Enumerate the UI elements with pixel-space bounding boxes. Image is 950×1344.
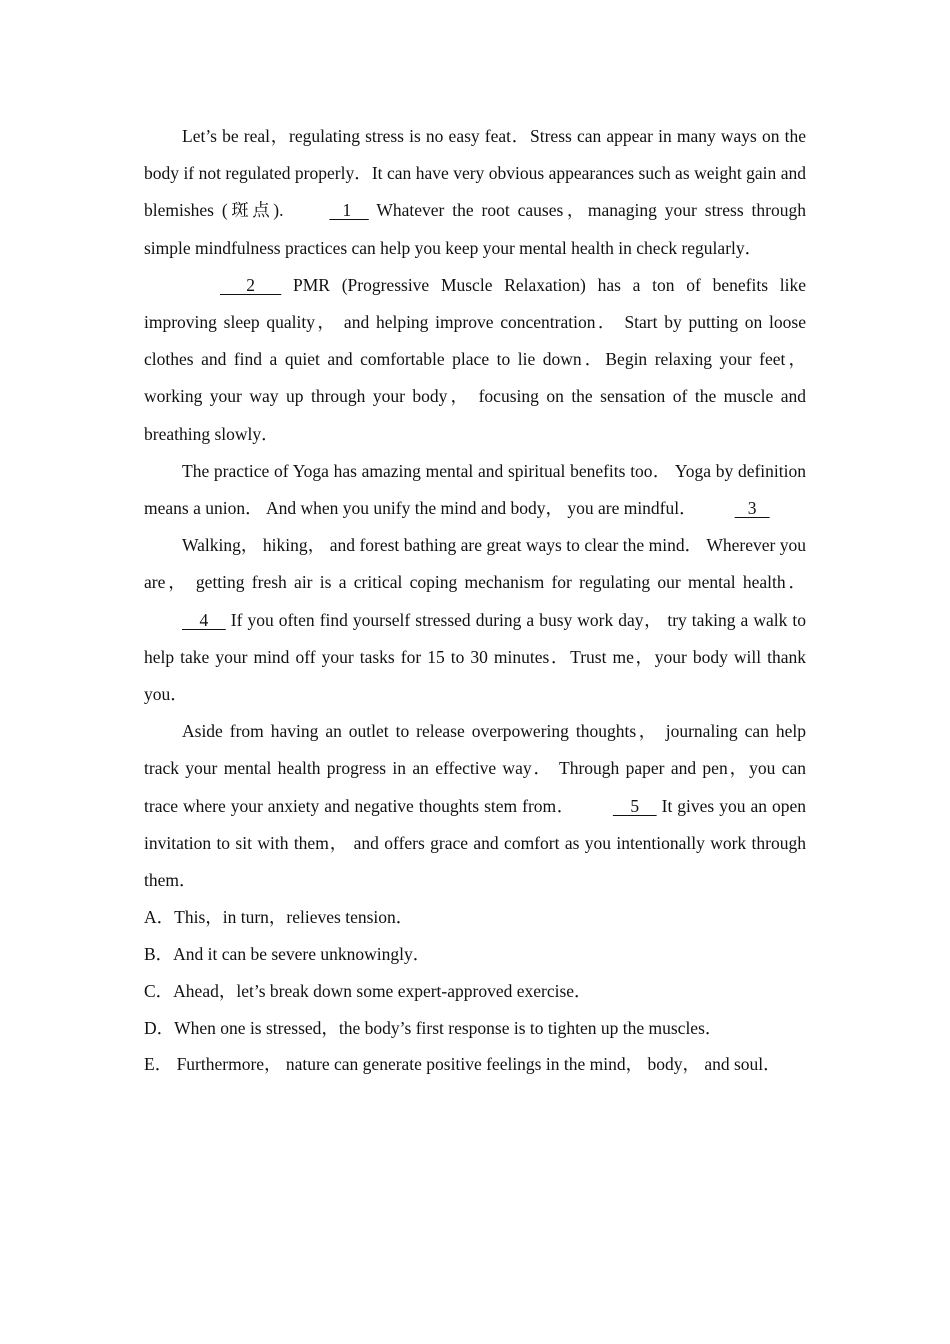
blank-4: 4: [182, 609, 226, 630]
paragraph-5-text-after: It gives you an open invitation to sit with them， and offers grace and comfort as you intentionally work through them．: [144, 795, 806, 891]
paragraph-1: [144, 118, 806, 267]
option-c: C．Ahead，let’s break down some expert-approved exercise．: [144, 980, 592, 1001]
blank-2: 2: [220, 274, 282, 295]
paragraph-2: [144, 267, 806, 453]
paragraph-4: [144, 527, 806, 713]
paragraph-1-text-after: Whatever the root causes，managing your stress through simple mindfulness practices can help you keep your mental health in check regularly．: [144, 200, 806, 258]
answer-options: [144, 899, 806, 1083]
option-a: A．This，in turn，relieves tension．: [144, 907, 414, 928]
paragraph-5-text-before: Aside from having an outlet to release overpowering thoughts， journaling can help track your mental health progress in an effective way． Through paper and pen，you can trace where your anxiety and negative thoughts stem from．: [144, 721, 806, 816]
paragraph-1-text-before: Let’s be real，regulating stress is no easy feat．Stress can appear in many ways on the body if not regulated properly．It can have very obvious appearances such as weight gain and blemishes (斑点).: [144, 126, 806, 221]
paragraph-3-text-before: The practice of Yoga has amazing mental and spiritual benefits too． Yoga by definition means a union． And when you unify the mind and body， you are mindful．: [144, 460, 806, 519]
blank-5: 5: [612, 795, 657, 816]
paragraph-4-text-before: Walking， hiking， and forest bathing are great ways to clear the mind． Wherever you are， getting fresh air is a critical coping mechanism for regulating our mental health．: [144, 535, 806, 593]
paragraph-4-text-after: If you often find yourself stressed during a busy work day， try taking a walk to help take your mind off your tasks for 15 to 30 minutes．Trust me，your body will thank you．: [144, 609, 806, 705]
paragraph-5: [144, 713, 806, 899]
paragraph-2-text-after: PMR (Progressive Muscle Relaxation) has a ton of benefits like improving sleep quality， and helping improve concentration． Start by putting on loose clothes and find a quiet and comfortable place to lie down．Begin relaxing your feet， working your way up through your body， focusing on the sensation of the muscle and breathing slowly．: [144, 274, 806, 444]
option-d: D．When one is stressed，the body’s first response is to tighten up the muscles．: [144, 1017, 723, 1038]
option-b: B．And it can be severe unknowingly．: [144, 944, 431, 965]
option-e: E． Furthermore， nature can generate positive feelings in the mind， body， and soul．: [144, 1054, 781, 1075]
blank-1: 1: [329, 200, 369, 221]
blank-3: 3: [734, 498, 770, 519]
document-page: [144, 118, 806, 1083]
paragraph-3: [144, 453, 806, 527]
